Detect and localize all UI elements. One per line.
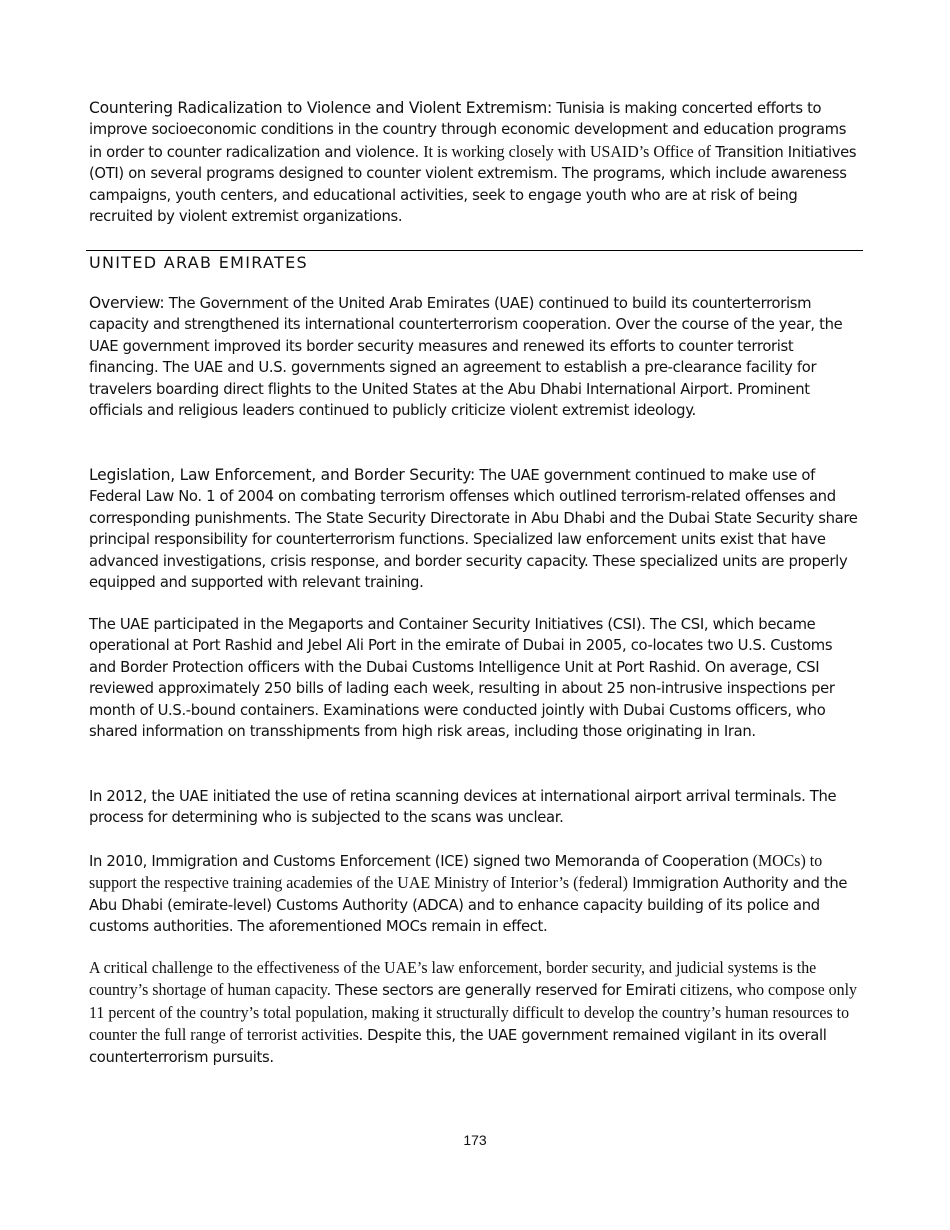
overview-paragraph: [89, 292, 895, 421]
paragraph-text-serif: It is working closely with USAID’s Office of: [423, 141, 711, 161]
paragraph-text: The UAE participated in the Megaports and Container Security Initiatives (CSI). The CSI, which became operational at Port Rashid and Jebel Ali Port in the emirate of Dubai in 2005, co-locates two U.S. Customs and Border Protection officers with the Dubai Customs Intelligence Unit at Port Rashid. On average, CSI reviewed approximately 250 bills of lading each week, resulting in about 25 non-intrusive inspections per month of U.S.-bound containers. Examinations were conducted jointly with Dubai Customs officers, who shared information on transshipments from high risk areas, including those originating in Iran.: [89, 615, 835, 741]
paragraph-text-serif: A critical challenge to the effectiveness of the UAE’s law enforcement, border security, and judicial systems is the country’s shortage of human capacity.: [89, 958, 817, 1000]
paragraph-text: Immigration Authority and the Abu Dhabi (emirate-level) Customs Authority (ADCA) and to enhance capacity building of its police and customs authorities. The aforementioned MOCs remain in effect.: [89, 874, 848, 936]
countering-radicalization-paragraph: [89, 97, 895, 227]
ice-paragraph: [89, 850, 895, 938]
paragraph-text: These sectors are generally reserved for Emirati: [330, 981, 677, 1000]
paragraph-text: The Government of the United Arab Emirates (UAE) continued to build its counterterrorism capacity and strengthened its international counterterrorism cooperation. Over the course of the year, the UAE government improved its border security measures and renewed its efforts to counter terrorist financing. The UAE and U.S. governments signed an agreement to establish a pre-clearance facility for travelers boarding direct flights to the United States at the Abu Dhabi International Airport. Prominent officials and religious leaders continued to publicly criticize violent extremist ideology.: [89, 294, 843, 420]
countering-radicalization-heading: Countering Radicalization to Violence and Violent Extremism:: [89, 98, 553, 117]
paragraph-text: Tunisia is making concerted efforts to improve socioeconomic conditions in the country through economic development and education programs in order to counter radicalization and violence.: [89, 99, 847, 161]
page-number: 173: [463, 1132, 487, 1148]
paragraph-text: In 2010, Immigration and Customs Enforcement (ICE) signed two Memoranda of Cooperation: [89, 852, 749, 870]
paragraph-text-serif: citizens, who compose only 11 percent of the country’s total population, making it structurally difficult to develop the country’s human resources to counter the full range of terrorist activities.: [89, 980, 857, 1045]
legislation-heading: Legislation, Law Enforcement, and Border Security:: [89, 465, 475, 484]
paragraph-text: The UAE government continued to make use of Federal Law No. 1 of 2004 on combating terrorism offenses which outlined terrorism-related offenses and corresponding punishments. The State Security Directorate in Abu Dhabi and the Dubai State Security share principal responsibility for counterterrorism functions. Specialized law enforcement units exist that have advanced investigations, crisis response, and border security capacity. These specialized units are properly equipped and supported with relevant training.: [89, 466, 858, 592]
paragraph-text: Despite this, the UAE government remained vigilant in its overall counterterrorism pursuits.: [89, 1026, 827, 1066]
section-divider: [86, 250, 863, 251]
csi-paragraph: [89, 614, 895, 742]
legislation-paragraph: [89, 464, 895, 593]
section-title: UNITED ARAB EMIRATES: [89, 253, 308, 272]
paragraph-text: In 2012, the UAE initiated the use of retina scanning devices at international airport arrival terminals. The process for determining who is subjected to the scans was unclear.: [89, 787, 837, 827]
overview-heading: Overview:: [89, 293, 165, 312]
paragraph-text: Transition Initiatives (OTI) on several programs designed to counter violent extremism. The programs, which include awareness campaigns, youth centers, and educational activities, seek to engage youth who are at risk of being recruited by violent extremist organizations.: [89, 142, 857, 226]
challenge-paragraph: [89, 957, 895, 1068]
paragraph-text-serif: (MOCs) to support the respective training academies of the UAE Ministry of Interior’s (federal): [89, 851, 823, 893]
retina-paragraph: [89, 786, 895, 829]
